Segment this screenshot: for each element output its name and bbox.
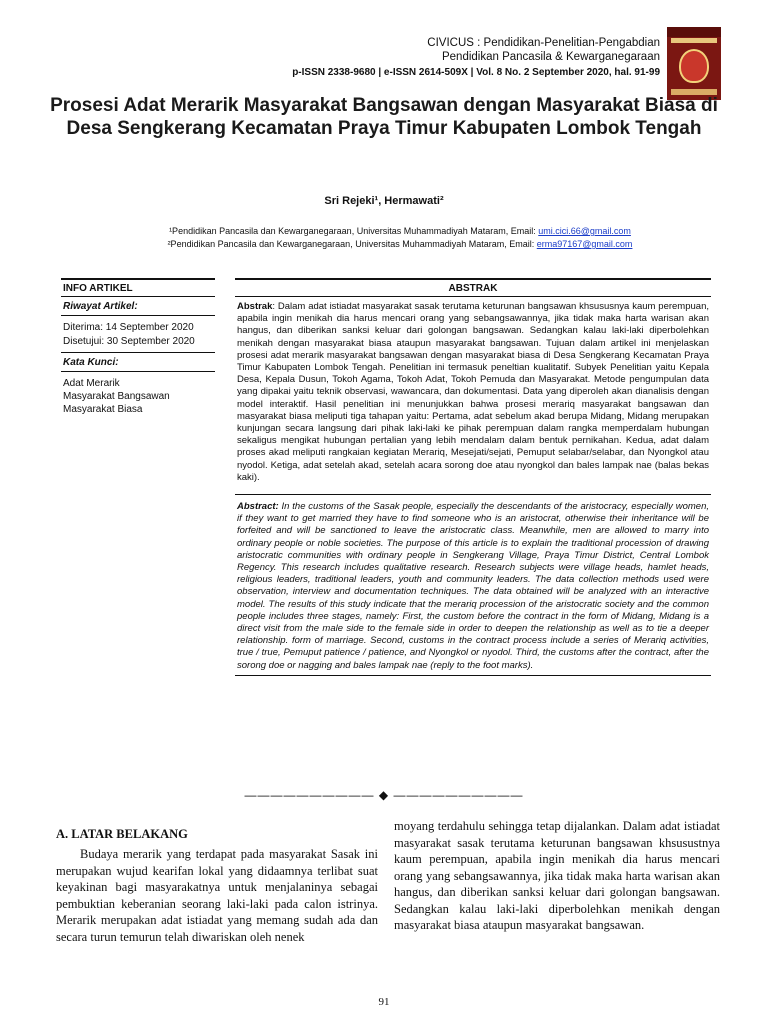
email-link[interactable]: umi.cici.66@gmail.com: [538, 226, 631, 236]
affiliation-1: [100, 226, 700, 236]
received-date: Diterima: 14 September 2020: [63, 322, 194, 333]
page-number: 91: [378, 996, 390, 1008]
abstract-id-label: Abstrak: [237, 301, 273, 312]
keyword: Masyarakat Bangsawan: [63, 391, 170, 402]
journal-issn: p-ISSN 2338-9680 | e-ISSN 2614-509X | Vol. 8 No. 2 September 2020, hal. 91-99: [292, 67, 660, 78]
abstract-english: [235, 494, 711, 675]
body-column-right: moyang terdahulu sehingga tetap dijalankan. Dalam adat istiadat masyarakat sasak terutama keturunan bangsawan khsusustnya kaum perempuan, apabila ingin menikah dia harus mencari orang yang sebangsawannya, jika tidak maka harta warisan akan hangus, dan diberikan sanksi keluar dari golongan bangsawan. Sedangkan kalau laki-laki diperbolehkan menikah dengan masyarakat biasa ataupun masyarakat bangsawan.: [394, 819, 720, 932]
abstract-en-text: In the customs of the Sasak people, especially the descendants of the aristocracy, especially women, if they want to get married they have to find someone who is an aristocrat, otherwise their inheritance will be forfeited and will be sanctioned to leave the aristocratic class. Meanwhile, men are allowed to marry into ordinary people or noble societies. The purpose of this article is to explain the traditional procession of drawing aristocratic communities with ordinary people in Sengkerang Village, Praya Timur District, Central Lombok Regency. This research includes qualitative research. Research subjects were village heads, hamlet heads, religious leaders, traditional leaders, youth and community leaders. The data collection methods used were observation, interview and documentation techniques. The data obtained will be analyzed with an interactive model. The results of this study indicate that the merariq procession of the aristocratic society and the common people includes three stages, namely: First, the custom before the contract in the form of Midang, Midang is a direct visit from the male side to the female side in order to deepen the relationship as well as to tie a deeper relationship. form of marriage. Second, customs in the contract process include a series of Merariq activities, true / true, Pemuput patience / patience, and Nyongkol or nyodol. Third, the customs after the contract, after the sorong doe or nagging and bales lampak nae (reply to the foot marks).: [237, 501, 709, 671]
article-info: [61, 278, 215, 416]
section-heading: A. LATAR BELAKANG: [56, 827, 188, 841]
keyword: Adat Merarik: [63, 378, 120, 389]
journal-cover-thumbnail: [667, 27, 721, 100]
abstract-indonesian: [235, 297, 711, 484]
abstract-heading: ABSTRAK: [235, 278, 711, 297]
garuda-emblem-icon: [679, 49, 709, 83]
paper-title: Prosesi Adat Merarik Masyarakat Bangsawan dengan Masyarakat Biasa di Desa Sengkerang Kecamatan Praya Timur Kabupaten Lombok Tengah: [50, 95, 718, 139]
accepted-date: Disetujui: 30 September 2020: [63, 336, 195, 347]
section-divider: —————————— ◆ ——————————: [244, 788, 524, 802]
affiliation-2: [100, 239, 700, 249]
abstract-box: [235, 278, 711, 676]
keyword: Masyarakat Biasa: [63, 404, 143, 415]
abstract-id-text: : Dalam adat istiadat masyarakat sasak terutama keturunan bangsawan khsususnya kaum perempuan, apabila ingin menikah dia harus mencari orang yang sebangsawannya, jika tidak maka harta warisan akan hangus, dan diberikan sanksi keluar dari golongan bangsawan. Sedangkan kalau laki-laki diperbolehkan menikah dengan masyarakat biasa ataupun masyarakat bangsawan. Tujuan dalam artikel ini menjelaskan prosesi adat merarik masyarakat bangsawan dengan masyarakat biasa di Desa Sengkerang Kecamatan Praya Timur Kabupaten Lombok Tengah. Penelitian ini termasuk peneltian kualitatif. Subyek Penelitian yaitu Kepala Desa, Kepala Dusun, Tokoh Agama, Tokoh Adat, Tokoh Pemuda dan Masyarakat. Metode pengumpulan data yang dipakai yaitu teknik observasi, wawancara, dan dokumentasi. Data yang diperoleh akan dianalisis dengan model interaktif. Hasil penelitian ini menunjukkan bahwa prosesi merariq masyarakat bangsawan dan masyarakat biasa meliputi tiga tahapan yaitu: Pertama, adat sebelum akad berupa Midang, Midang merupakan kunjungan secara langsung dari pihak laki-laki ke pihak perempuan dalam rangka memperdalam hubungan sekaligus mengikat hubungan pertalian yang lebih mendalam dalam bentuk pernikahan. Kedua, adat dalam proses akad meliputi rangkaian kegiatan Merariq, Mesejati/sejati, Pemuput selabar/selabar, dan Nyongkol atau nyodol. Ketiga, adat setelah akad, setelah acara sorong doe atau nyongkol dan bales lampak nae (balas bekas kaki).: [237, 301, 709, 483]
body-column-left: Budaya merarik yang terdapat pada masyarakat Sasak ini merupakan wujud kearifan lokal yang didaamnya terlibat suat keyakinan bagi masyarakatnya untuk menjalaninya sebagai pembuktian keberanian seorang laki-laki pada calon istrinya. Merarik merupakan adat istiadat yang memang sudah ada dan secara turun temurun telah diwariskan oleh nenek: [56, 847, 378, 944]
journal-header: [200, 36, 660, 79]
history-label: Riwayat Artikel:: [61, 301, 215, 316]
journal-subname: Pendidikan Pancasila & Kewarganegaraan: [441, 51, 660, 63]
email-link[interactable]: erma97167@gmail.com: [536, 239, 633, 249]
abstract-en-label: Abstract:: [237, 501, 279, 513]
affiliation-text: ²Pendidikan Pancasila dan Kewarganegaraan, Universitas Muhammadiyah Mataram, Email:: [167, 239, 537, 249]
authors: Sri Rejeki¹, Hermawati²: [324, 195, 444, 207]
article-info-heading: INFO ARTIKEL: [61, 278, 215, 297]
keywords-label: Kata Kunci:: [61, 357, 215, 372]
affiliation-text: ¹Pendidikan Pancasila dan Kewarganegaraan, Universitas Muhammadiyah Mataram, Email:: [169, 226, 539, 236]
journal-name: CIVICUS : Pendidikan-Penelitian-Pengabdian: [427, 37, 660, 49]
